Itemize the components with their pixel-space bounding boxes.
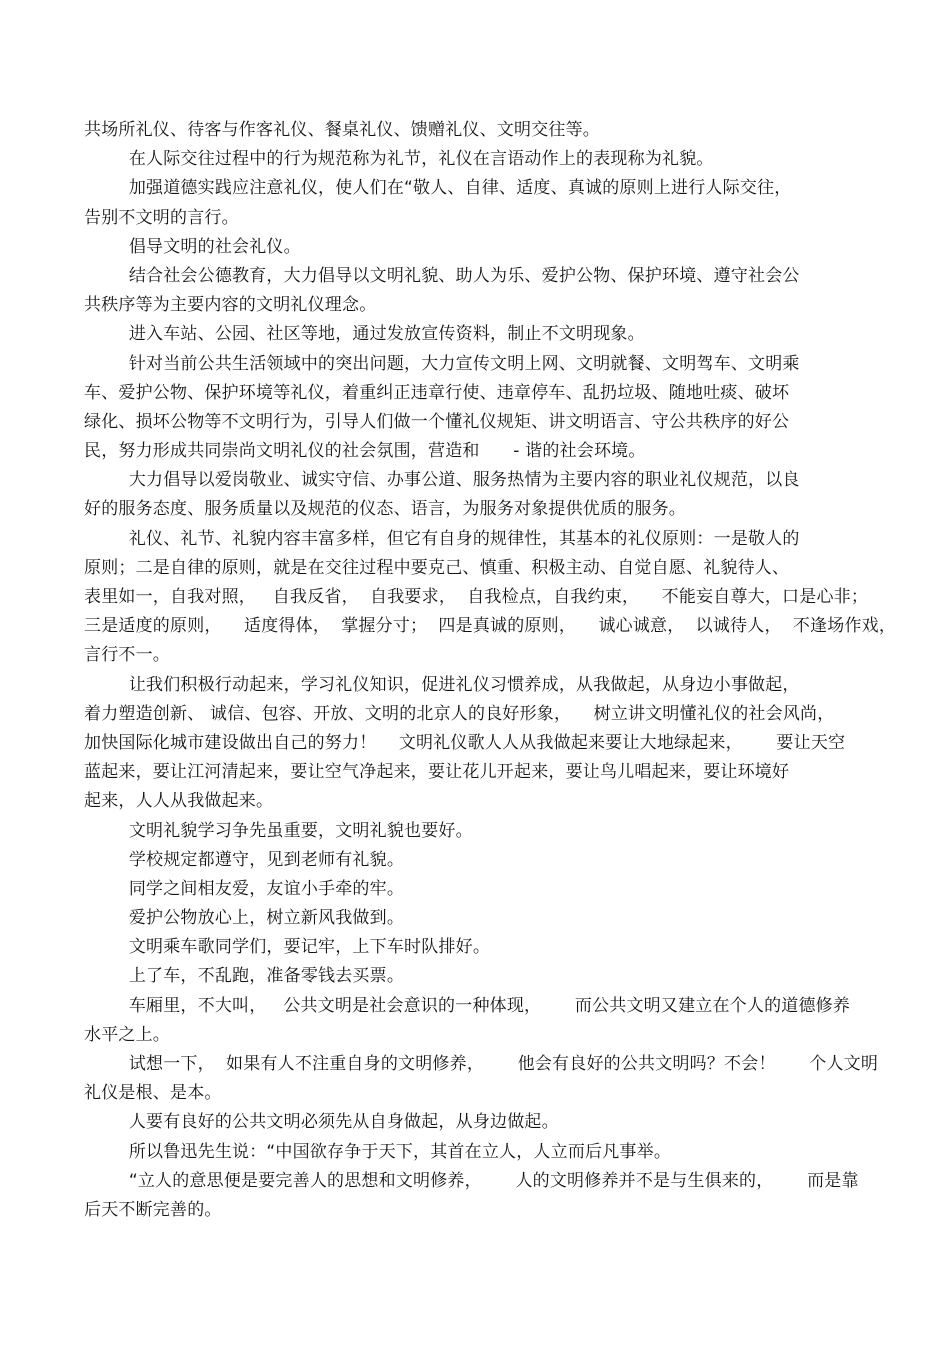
- text-line: 起来，人人从我做起来。: [84, 791, 274, 812]
- text-line: 所以鲁迅先生说：“中国欲存争于天下，其首在立人，人立而后凡事举。: [84, 1141, 672, 1162]
- document-body: [84, 116, 897, 1225]
- text-line: 在人际交往过程中的行为规范称为礼节，礼仪在言语动作上的表现称为礼貌。: [84, 149, 714, 170]
- text-line: 爱护公物放心上，树立新风我做到。: [84, 908, 405, 929]
- text-line: 着力塑造创新、 诚信、包容、开放、文明的北京人的良好形象， 树立讲文明懂礼仪的社会风尚，: [84, 703, 835, 724]
- text-line: 加强道德实践应注意礼仪，使人们在“敬人、自律、适度、真诚的原则上进行人际交往，: [84, 178, 792, 199]
- text-line: 针对当前公共生活领域中的突出问题，大力宣传文明上网、文明就餐、文明驾车、文明乘: [84, 353, 800, 374]
- text-line: 蓝起来，要让江河清起来，要让空气净起来，要让花儿开起来，要让鸟儿唱起来，要让环境好: [84, 762, 790, 783]
- text-line: 学校规定都遵守，见到老师有礼貌。: [84, 849, 405, 870]
- text-line: 共秩序等为主要内容的文明礼仪理念。: [84, 295, 377, 316]
- text-line: 上了车，不乱跑，准备零钱去买票。: [84, 966, 405, 987]
- text-line: 礼仪、礼节、礼貌内容丰富多样，但它有自身的规律性，其基本的礼仪原则：一是敬人的: [84, 528, 800, 549]
- text-line: 言行不一。: [84, 645, 170, 666]
- text-line: 三是适度的原则， 适度得体， 掌握分寸； 四是真诚的原则， 诚心诚意， 以诚待人， 不逢场作戏，: [84, 616, 897, 637]
- text-line: 倡导文明的社会礼仪。: [84, 236, 301, 257]
- text-line: 大力倡导以爱岗敬业、诚实守信、办事公道、服务热情为主要内容的职业礼仪规范，以良: [84, 470, 800, 491]
- text-line: 车厢里，不大叫， 公共文明是社会意识的一种体现， 而公共文明又建立在个人的道德修养: [84, 995, 851, 1016]
- text-line: 后天不断完善的。: [84, 1199, 222, 1220]
- text-line: 共场所礼仪、待客与作客礼仪、餐桌礼仪、馈赠礼仪、文明交往等。: [84, 120, 600, 140]
- text-line: 文明乘车歌同学们，要记牢，上下车时队排好。: [84, 937, 491, 958]
- text-line: 同学之间相友爱，友谊小手牵的牢。: [84, 878, 405, 899]
- text-line: 试想一下， 如果有人不注重自身的文明修养， 他会有良好的公共文明吗？不会！ 个人文明: [84, 1054, 879, 1074]
- text-line: 文明礼貌学习争先虽重要，文明礼貌也要好。: [84, 820, 473, 841]
- text-line: 结合社会公德教育，大力倡导以文明礼貌、助人为乐、爱护公物、保护环境、遵守社会公: [84, 265, 800, 286]
- text-line: 告别不文明的言行。: [84, 207, 239, 228]
- text-line: 进入车站、公园、社区等地，通过发放宣传资料，制止不文明现象。: [84, 324, 645, 345]
- text-line: 礼仪是根、是本。: [84, 1083, 222, 1104]
- text-line: 绿化、损坏公物等不文明行为，引导人们做一个懂礼仪规矩、讲文明语言、守公共秩序的好公: [84, 411, 790, 432]
- text-line: 加快国际化城市建设做出自己的努力！ 文明礼仪歌人人从我做起来要让大地绿起来， 要让天空: [84, 732, 846, 753]
- text-line: 原则；二是自律的原则，就是在交往过程中要克己、慎重、积极主动、自觉自愿、礼貌待人、: [84, 557, 790, 578]
- text-line: 人要有良好的公共文明必须先从自身做起，从身边做起。: [84, 1112, 559, 1133]
- text-line: 好的服务态度、服务质量以及规范的仪态、语言，为服务对象提供优质的服务。: [84, 499, 686, 520]
- text-line: 水平之上。: [84, 1024, 170, 1045]
- text-line: 表里如一，自我对照， 自我反省， 自我要求， 自我检点，自我约束， 不能妄自尊大，口是心非；: [84, 587, 869, 607]
- text-line: 车、爱护公物、保护环境等礼仪，着重纠正违章行使、违章停车、乱扔垃圾、随地吐痰、破坏: [84, 382, 790, 403]
- text-line: 让我们积极行动起来，学习礼仪知识，促进礼仪习惯养成，从我做起，从身边小事做起，: [84, 674, 800, 695]
- text-line: “立人的意思便是要完善人的思想和文明修养， 人的文明修养并不是与生俱来的， 而是靠: [84, 1170, 859, 1191]
- text-line: 民，努力形成共同崇尚文明礼仪的社会氛围，营造和 - 谐的社会环境。: [84, 441, 646, 462]
